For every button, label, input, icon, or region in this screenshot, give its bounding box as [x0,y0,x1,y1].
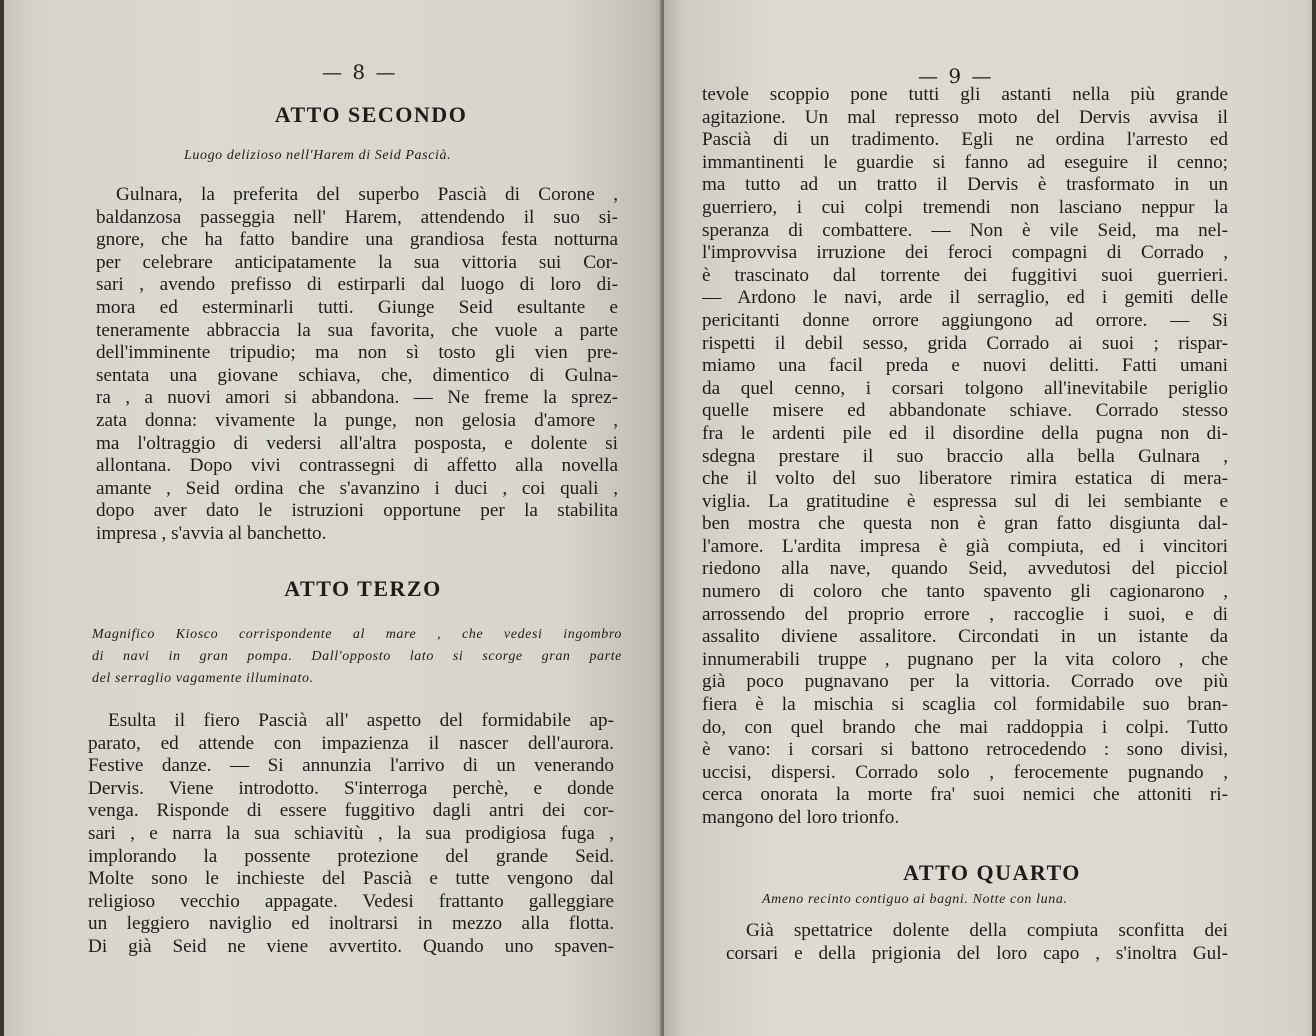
text-line: Dervis. Viene introdotto. S'interroga perchè, e donde [88,777,614,799]
text-line: di navi in gran pompa. Dall'opposto lato si scorge gran parte [92,649,622,664]
text-line: teneramente abbraccia la sua favorita, che vuole a parte [96,319,618,341]
act-2-heading: ATTO SECONDO [274,102,468,127]
act-3-heading: ATTO TERZO [284,576,442,601]
act-2-scene-description: Luogo delizioso nell'Harem di Seid Pascià. [184,148,452,163]
book-edge-right [1312,0,1316,1036]
text-line: l'improvvisa irruzione dei feroci compagni di Corrado , [702,242,1228,264]
text-line: l'amore. L'ardita impresa è già compiuta, ed i vincitori [702,535,1228,557]
text-line: religioso vecchio appagate. Vedesi frattanto galleggiare [88,890,614,912]
text-line: fiera è la mischia si scaglia col formidabile suo bran- [702,694,1228,716]
text-line: ma tutto ad un tratto il Dervis è trasformato in un [702,174,1228,196]
text-line: sari , avendo prefisso di estirparli dal luogo di loro di- [96,274,618,296]
text-line: quelle misere ed abbandonate schiave. Corrado stesso [702,400,1228,422]
text-line: numero di coloro che tanto spavento gli cagionarono , [702,581,1228,603]
text-line: Gulnara, la preferita del superbo Pascià di Corone , [116,184,618,205]
text-line: Esulta il fiero Pascià all' aspetto del formidabile ap- [108,710,614,731]
text-line: un leggiero naviglio ed inoltrarsi in mezzo alla flotta. [88,913,614,935]
text-line: mangono del loro trionfo. [702,807,900,828]
text-line: arrossendo del proprio errore , raccoglie i suoi, e di [702,603,1228,625]
text-line: sdegna prestare il suo braccio alla bella Gulnara , [702,445,1228,467]
text-line: sari , e narra la sua schiavitù , la sua prodigiosa fuga , [88,822,614,844]
text-line: Molte sono le inchieste del Pascià e tutte vengono dal [88,868,614,890]
act-2-body [96,184,618,546]
page-number-left: — 8 — [322,60,398,84]
text-line: speranza di combattere. — Non è vile Seid, ma nel- [702,219,1228,241]
text-line: da quel cenno, i corsari tolgono all'inevitabile periglio [702,377,1228,399]
text-line: parato, ed attende con impazienza il nascer dell'aurora. [88,732,614,754]
act-4-heading: ATTO QUARTO [903,860,1081,885]
text-line: — Ardono le navi, arde il serraglio, ed i gemiti delle [702,287,1228,309]
left-page [4,0,662,1036]
text-line: ben mostra che questa non è gran fatto disgiunta dal- [702,513,1228,535]
text-line: del serraglio vagamente illuminato. [92,671,314,686]
text-line: fra le ardenti pile ed il disordine della pugna non di- [702,422,1228,444]
text-line: corsari e della prigionia del loro capo , s'inoltra Gul- [726,942,1228,964]
text-line: miamo una facil preda e nuovi delitti. Fatti umani [702,355,1228,377]
text-line: zata donna: vivamente la punge, non gelosia d'amore , [96,409,618,431]
text-line: uccisi, dispersi. Corrado solo , ferocemente pugnando , [702,761,1228,783]
text-line: venga. Risponde di essere fuggitivo dagli antri dei cor- [88,800,614,822]
act-4-scene-description: Ameno recinto contiguo ai bagni. Notte con luna. [762,892,1068,907]
text-line: assalito diviene assalitore. Circondati in un istante da [702,626,1228,648]
text-line: Già spettatrice dolente della compiuta sconfitta dei [746,920,1228,941]
text-line: implorando la possente protezione del grande Seid. [88,845,614,867]
text-line: mora ed esterminarli tutti. Giunge Seid esultante e [96,296,618,318]
text-line: immantinenti le guardie si fanno ad eseguire il cenno; [702,151,1228,173]
text-line: baldanzosa passeggia nell' Harem, attendendo il suo si- [96,206,618,228]
text-line: allontana. Dopo vivi contrassegni di affetto alla novella [96,455,618,477]
text-line: viglia. La gratitudine è espressa sul di lei sembiante e [702,490,1228,512]
text-line: impresa , s'avvia al banchetto. [96,522,327,544]
text-line: Magnifico Kiosco corrispondente al mare , che vedesi ingombro [92,627,622,642]
text-line: amante , Seid ordina che s'avanzino i duci , coi quali , [96,477,618,499]
text-line: che il volto del suo liberatore rimira estatica di mera- [702,468,1228,490]
text-line: Di già Seid ne viene avvertito. Quando uno spaven- [88,935,614,957]
text-line: Pascià di un tradimento. Egli ne ordina l'arresto ed [702,129,1228,151]
text-line: gnore, che ha fatto bandire una grandiosa festa notturna [96,229,618,251]
text-line: è trascinato dal torrente dei fuggitivi suoi guerrieri. [702,264,1228,286]
text-line: pericitanti donne orrore aggiungono ad orrore. — Si [702,309,1228,331]
text-line: è vano: i corsari si battono retrocedendo : sono divisi, [702,739,1228,761]
act-3-body [88,710,614,959]
text-line: per celebrare anticipatamente la sua vittoria sui Cor- [96,251,618,273]
text-line: cerca onorata la morte fra' suoi nemici che attoniti ri- [702,784,1228,806]
text-line: riedono alla nave, quando Seid, avvedutosi del picciol [702,558,1228,580]
text-line: sentata una giovane schiava, che, dimentico di Gulna- [96,364,618,386]
text-line: dell'imminente tripudio; ma non sì tosto gli vien pre- [96,342,618,364]
text-line: ra , a nuovi amori si abbandona. — Ne freme la sprez- [96,387,618,409]
text-line: do, con quel brando che mai raddoppia i colpi. Tutto [702,716,1228,738]
text-line: agitazione. Un mal represso moto del Dervis avvisa il [702,106,1228,128]
text-line: tevole scoppio pone tutti gli astanti nella più grande [702,84,1228,105]
text-line: ma l'oltraggio di vedersi all'altra posposta, e dolente si [96,432,618,454]
text-line: dopo aver dato le istruzioni opportune per la stabilita [96,500,618,522]
text-line: rispetti il debil sesso, grida Corrado ai suoi ; rispar- [702,332,1228,354]
text-line: innumerabili truppe , pugnano per la vita coloro , che [702,648,1228,670]
text-line: guerriero, i cui colpi tremendi non lasciano neppur la [702,196,1228,218]
act-4-body [726,920,1228,965]
right-page [664,0,1312,1036]
page-number-right: — 9 — [918,64,994,88]
text-line: Festive danze. — Si annunzia l'arrivo di un venerando [88,755,614,777]
text-line: già poco pugnavano per la vittoria. Corrado ove più [702,671,1228,693]
act-3-scene-description [92,624,622,690]
act-3-continued-body [702,84,1228,830]
